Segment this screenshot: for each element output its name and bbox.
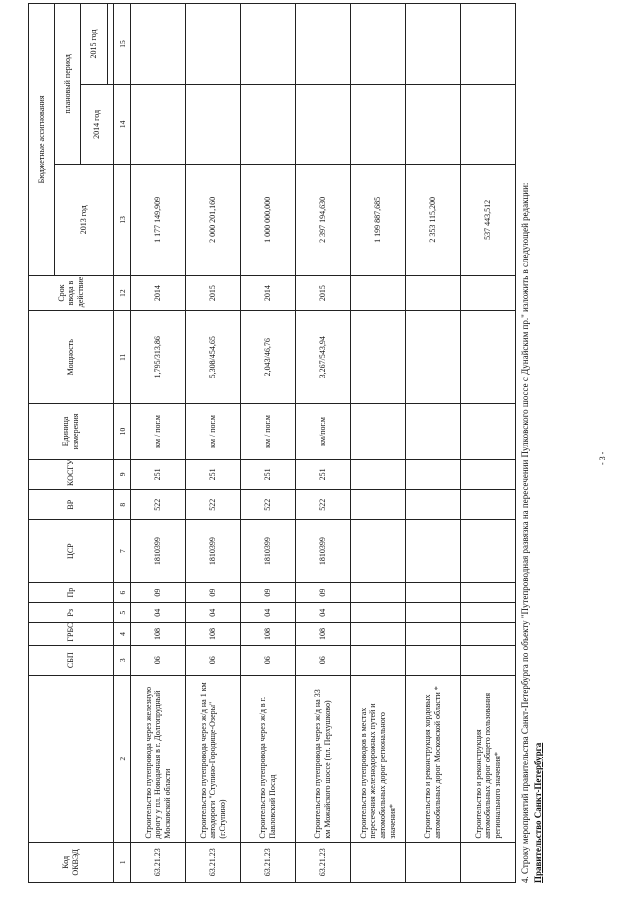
header-okved: Код ОКВЭД xyxy=(29,842,114,882)
header-term: Срок ввода в действие xyxy=(29,275,114,310)
cell-rz: 04 xyxy=(241,603,296,623)
cell-amount-2014 xyxy=(351,84,406,164)
cell-rz: 04 xyxy=(296,603,351,623)
cell-amount-2013: 2 000 201,160 xyxy=(186,164,241,275)
cell-sbp: 06 xyxy=(296,645,351,675)
cell-pr: 09 xyxy=(186,582,241,602)
cell-amount-2013: 2 397 194,630 xyxy=(296,164,351,275)
header-planned: плановый период xyxy=(55,4,81,165)
cell-name: Строительство путепровода через ж/д на 1 км автодороги "Ступино-Городище-Озеры" (г.Ступино) xyxy=(186,675,241,842)
cell-amount-2013: 537 443,512 xyxy=(461,164,516,275)
page-number: - 3 - xyxy=(598,451,607,465)
cell-okved: 63.21.23 xyxy=(186,842,241,882)
header-sbp: СБП xyxy=(29,645,114,675)
cell-pr xyxy=(351,582,406,602)
cell-rz: 04 xyxy=(131,603,186,623)
cell-kosgu xyxy=(351,459,406,489)
col-num: 5 xyxy=(114,603,131,623)
cell-rz xyxy=(406,603,461,623)
cell-kosgu: 251 xyxy=(241,459,296,489)
cell-vr xyxy=(461,490,516,520)
cell-amount-2015 xyxy=(186,4,241,85)
header-blank xyxy=(29,675,114,842)
cell-okved xyxy=(351,842,406,882)
cell-vr: 522 xyxy=(186,490,241,520)
col-num: 11 xyxy=(114,311,131,404)
cell-tsr xyxy=(406,520,461,583)
cell-grbs xyxy=(406,623,461,645)
cell-vr: 522 xyxy=(296,490,351,520)
cell-rz: 04 xyxy=(186,603,241,623)
cell-amount-2014 xyxy=(406,84,461,164)
cell-unit: км / пог.м xyxy=(131,404,186,460)
cell-name: Строительство и реконструкция автомобильных дорог общего пользования регионального значения* xyxy=(461,675,516,842)
header-pr: Пр xyxy=(29,582,114,602)
header-year-2015: 2015 год xyxy=(81,4,107,85)
cell-unit: км/пог.м xyxy=(296,404,351,460)
cell-amount-2014 xyxy=(296,84,351,164)
header-unit: Единица измерения xyxy=(29,404,114,460)
cell-kosgu xyxy=(461,459,516,489)
cell-grbs xyxy=(351,623,406,645)
cell-capacity: 2,043/46,76 xyxy=(241,311,296,404)
col-num: 9 xyxy=(114,459,131,489)
cell-term: 2015 xyxy=(186,275,241,310)
cell-grbs: 108 xyxy=(241,623,296,645)
cell-term: 2014 xyxy=(131,275,186,310)
cell-kosgu: 251 xyxy=(296,459,351,489)
cell-unit xyxy=(461,404,516,460)
section-heading: Правительство Санкт-Петербурга xyxy=(533,742,543,883)
table-row xyxy=(186,4,241,883)
cell-okved: 63.21.23 xyxy=(131,842,186,882)
column-numbers-row xyxy=(114,4,131,883)
cell-amount-2015 xyxy=(351,4,406,85)
cell-amount-2015 xyxy=(296,4,351,85)
cell-pr xyxy=(461,582,516,602)
col-num: 13 xyxy=(114,164,131,275)
cell-pr: 09 xyxy=(241,582,296,602)
cell-sbp xyxy=(351,645,406,675)
col-num: 7 xyxy=(114,520,131,583)
cell-sbp xyxy=(406,645,461,675)
cell-kosgu xyxy=(406,459,461,489)
header-rz: Рз xyxy=(29,603,114,623)
header-budget: Бюджетные ассигнования xyxy=(29,4,55,276)
cell-tsr: 1810399 xyxy=(296,520,351,583)
cell-capacity xyxy=(351,311,406,404)
cell-vr: 522 xyxy=(131,490,186,520)
cell-sbp: 06 xyxy=(241,645,296,675)
cell-tsr xyxy=(351,520,406,583)
cell-sbp xyxy=(461,645,516,675)
cell-unit xyxy=(406,404,461,460)
cell-amount-2013: 1 177 149,909 xyxy=(131,164,186,275)
table-row xyxy=(131,4,186,883)
cell-name: Строительство путепровода через ж/д в г. Павловский Посад xyxy=(241,675,296,842)
cell-amount-2015 xyxy=(131,4,186,85)
cell-amount-2014 xyxy=(241,84,296,164)
cell-grbs: 108 xyxy=(186,623,241,645)
cell-rz xyxy=(351,603,406,623)
paragraph-4: 4. Строку мероприятий правительства Санкт-Петербурга по объекту "Путепроводная развязка на пересечении Пулковского шоссе с Дунайским пр." изложить в следующей редакции: xyxy=(520,182,530,883)
header-vr: ВР xyxy=(29,490,114,520)
table-row xyxy=(241,4,296,883)
header-tsr: ЦСР xyxy=(29,520,114,583)
col-num: 3 xyxy=(114,645,131,675)
cell-vr: 522 xyxy=(241,490,296,520)
col-num: 4 xyxy=(114,623,131,645)
cell-amount-2013: 1 199 887,685 xyxy=(351,164,406,275)
cell-term: 2014 xyxy=(241,275,296,310)
cell-term: 2015 xyxy=(296,275,351,310)
header-year-2014: 2014 год xyxy=(81,84,114,164)
cell-grbs xyxy=(461,623,516,645)
cell-tsr: 1810399 xyxy=(131,520,186,583)
cell-term xyxy=(461,275,516,310)
cell-amount-2015 xyxy=(461,4,516,85)
col-num: 6 xyxy=(114,582,131,602)
col-num: 8 xyxy=(114,490,131,520)
col-num: 10 xyxy=(114,404,131,460)
cell-tsr: 1810399 xyxy=(186,520,241,583)
cell-amount-2015 xyxy=(241,4,296,85)
cell-okved: 63.21.23 xyxy=(296,842,351,882)
cell-amount-2015 xyxy=(406,4,461,85)
cell-kosgu: 251 xyxy=(186,459,241,489)
cell-grbs: 108 xyxy=(296,623,351,645)
cell-term xyxy=(406,275,461,310)
header-year-2013: 2013 год xyxy=(55,164,114,275)
cell-pr: 09 xyxy=(131,582,186,602)
table-row xyxy=(406,4,461,883)
cell-tsr: 1810399 xyxy=(241,520,296,583)
cell-unit: км / пог.м xyxy=(241,404,296,460)
cell-okved xyxy=(461,842,516,882)
cell-okved xyxy=(406,842,461,882)
cell-sbp: 06 xyxy=(131,645,186,675)
cell-amount-2013: 2 353 115,200 xyxy=(406,164,461,275)
header-kosgu: КОСГУ xyxy=(29,459,114,489)
cell-capacity: 3,267/543,94 xyxy=(296,311,351,404)
table-row xyxy=(351,4,406,883)
cell-grbs: 108 xyxy=(131,623,186,645)
header-capacity: Мощность xyxy=(29,311,114,404)
cell-okved: 63.21.23 xyxy=(241,842,296,882)
table-row xyxy=(296,4,351,883)
cell-name: Строительство путепроводов в местах пересечения железнодорожных путей и автомобильных дорог регионального значения* xyxy=(351,675,406,842)
cell-amount-2013: 1 000 000,000 xyxy=(241,164,296,275)
col-num: 1 xyxy=(114,842,131,882)
cell-capacity: 5,308/454,65 xyxy=(186,311,241,404)
cell-sbp: 06 xyxy=(186,645,241,675)
col-num: 12 xyxy=(114,275,131,310)
table-row xyxy=(461,4,516,883)
cell-amount-2014 xyxy=(461,84,516,164)
cell-amount-2014 xyxy=(186,84,241,164)
cell-name: Строительство путепровода через железную дорогу у пл. Новодачная в г. Долгопрудный Московской области xyxy=(131,675,186,842)
budget-table xyxy=(28,3,516,883)
cell-term xyxy=(351,275,406,310)
cell-unit xyxy=(351,404,406,460)
cell-name: Строительство путепровода через ж/д на 33 км Можайского шоссе (пл. Перхушково) xyxy=(296,675,351,842)
header-grbs: ГРБС xyxy=(29,623,114,645)
col-num: 2 xyxy=(114,675,131,842)
cell-kosgu: 251 xyxy=(131,459,186,489)
cell-pr: 09 xyxy=(296,582,351,602)
cell-capacity xyxy=(461,311,516,404)
cell-rz xyxy=(461,603,516,623)
cell-unit: км / пог.м xyxy=(186,404,241,460)
cell-capacity xyxy=(406,311,461,404)
cell-amount-2014 xyxy=(131,84,186,164)
cell-name: Строительство и реконструкция хордовых автомобильных дорог Московской области * xyxy=(406,675,461,842)
col-num: 15 xyxy=(114,4,131,85)
col-num: 14 xyxy=(114,84,131,164)
cell-pr xyxy=(406,582,461,602)
cell-vr xyxy=(351,490,406,520)
cell-vr xyxy=(406,490,461,520)
cell-capacity: 1,795/313,86 xyxy=(131,311,186,404)
cell-tsr xyxy=(461,520,516,583)
